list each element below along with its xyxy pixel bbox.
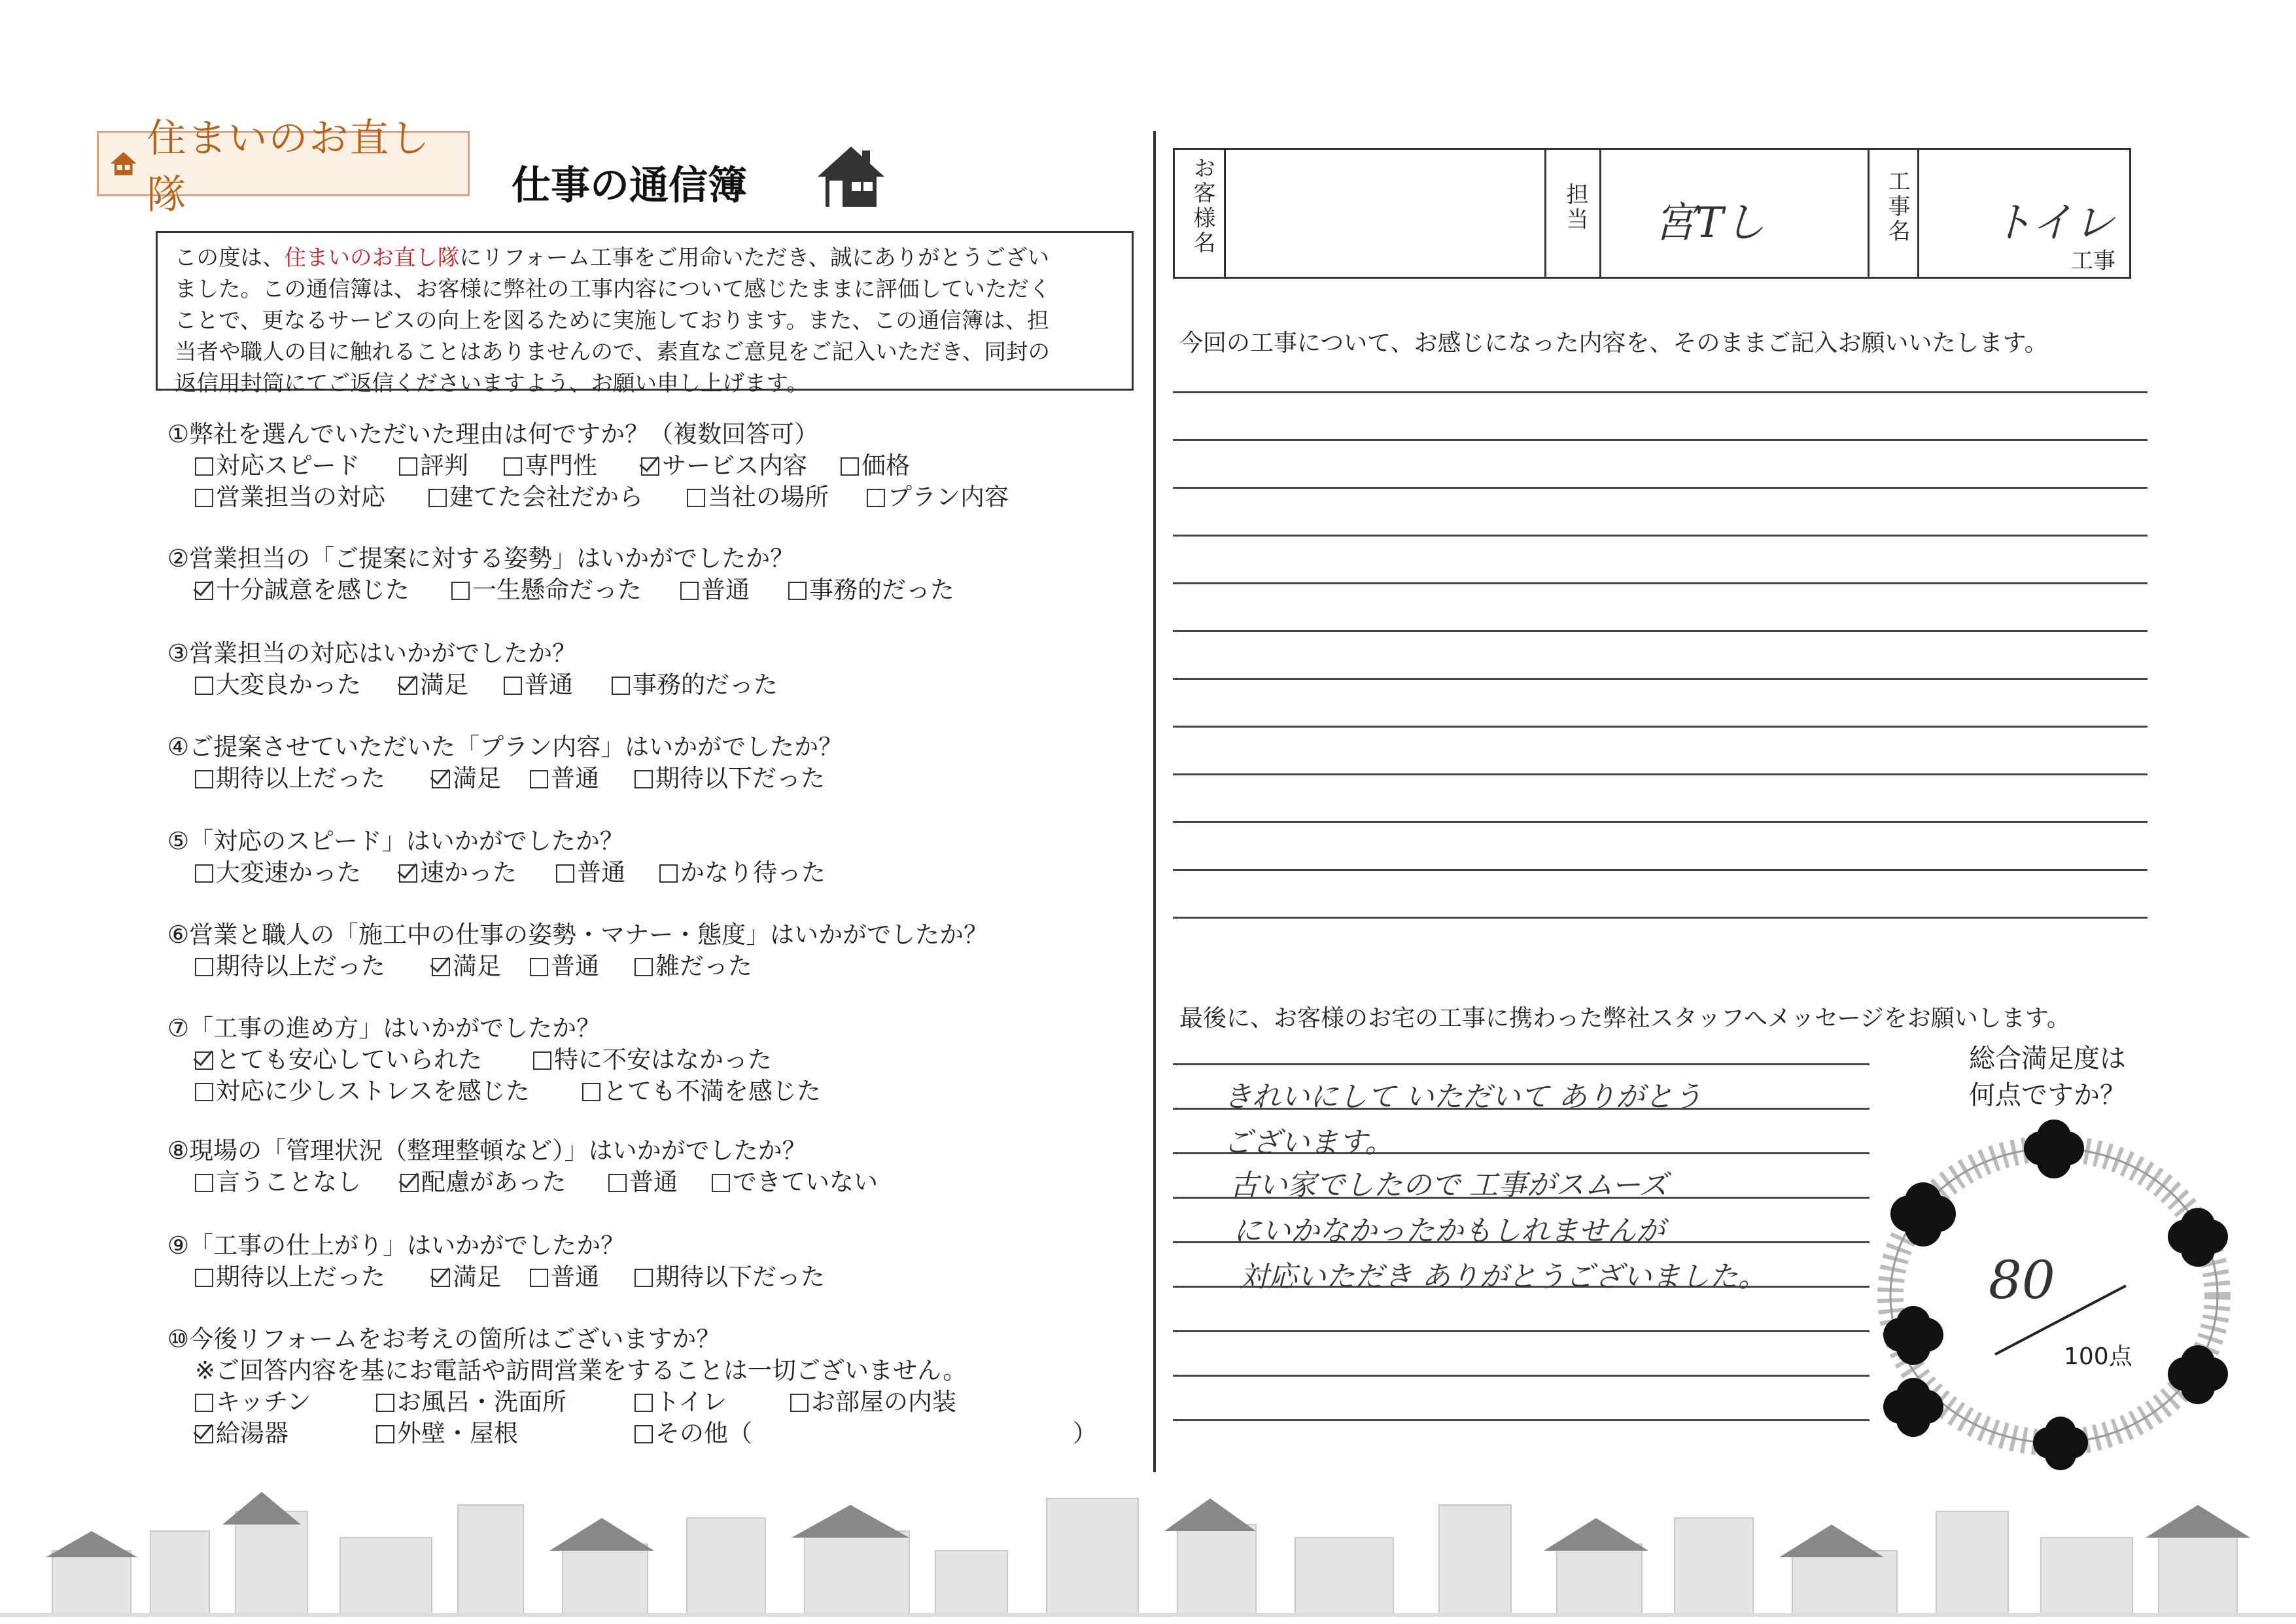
- intro-line: ことで、更なるサービスの向上を図るために実施しております。また、この通信簿は、担: [175, 308, 1049, 333]
- ruled-line: [1173, 487, 2148, 489]
- checkbox[interactable]: [635, 1394, 653, 1412]
- ruled-line: [1173, 1419, 1870, 1421]
- answer-option[interactable]: [841, 450, 910, 482]
- answer-option-label: 営業担当の対応: [216, 483, 385, 511]
- work-name-value: トイレ: [1991, 199, 2115, 247]
- handwritten-message-line: 古い家でしたので 工事がスムーズ: [1230, 1169, 1668, 1202]
- handwritten-message-line: 対応いただき ありがとうございました。: [1240, 1260, 1767, 1294]
- answer-option[interactable]: [608, 1167, 678, 1198]
- answer-option[interactable]: [504, 669, 573, 701]
- answer-option[interactable]: [195, 450, 360, 482]
- checkbox[interactable]: [195, 1174, 213, 1192]
- checkbox[interactable]: [635, 958, 653, 976]
- checkbox[interactable]: [504, 677, 522, 695]
- answer-option-label: 配慮があった: [421, 1168, 566, 1196]
- answer-option-label: 期待以下だった: [655, 1263, 825, 1291]
- answer-option-label: サービス内容: [662, 451, 807, 480]
- checkbox[interactable]: [680, 582, 699, 600]
- answer-option[interactable]: [195, 669, 361, 701]
- answer-option-label: かなり待った: [680, 858, 826, 887]
- checkbox[interactable]: [195, 958, 213, 976]
- answer-option[interactable]: [530, 763, 599, 794]
- checkbox[interactable]: [712, 1174, 730, 1192]
- staff-label: 担当: [1562, 183, 1588, 232]
- answer-option[interactable]: [530, 1262, 599, 1293]
- answer-option-label: 当社の場所: [708, 483, 829, 511]
- ruled-line: [1173, 1375, 1870, 1377]
- checkbox[interactable]: [504, 457, 522, 476]
- answer-option-label: 専門性: [525, 451, 597, 480]
- answer-option-label: 対応に少しストレスを感じた: [216, 1077, 530, 1105]
- answer-option[interactable]: [195, 951, 385, 982]
- satisfaction-label: [1953, 1040, 2142, 1114]
- answer-option-label: 雑だった: [655, 952, 752, 980]
- ruled-line: [1173, 582, 2148, 584]
- checkbox[interactable]: [867, 489, 885, 507]
- answer-option[interactable]: [556, 857, 625, 889]
- intro-line: 当者や職人の目に触れることはありませんので、素直なご意見をご記入いただき、同封の: [175, 339, 1050, 364]
- checkbox[interactable]: [195, 1269, 213, 1287]
- question-note: ※ご回答内容を基にお電話や訪問営業をすることは一切ございません。: [195, 1356, 967, 1385]
- answer-option[interactable]: [195, 574, 409, 606]
- staff-label-cell: [1546, 150, 1601, 277]
- customer-label-cell: [1175, 150, 1226, 277]
- answer-option-label: 速かった: [420, 858, 517, 887]
- question-text: ⑤「対応のスピード」はいかがでしたか？: [167, 827, 624, 855]
- checkbox[interactable]: [451, 582, 470, 600]
- work-suffix: 工事: [2071, 248, 2115, 274]
- checkbox-checked[interactable]: [195, 582, 213, 600]
- checkbox-checked[interactable]: [195, 1425, 213, 1443]
- answer-option[interactable]: [612, 669, 778, 701]
- checkbox[interactable]: [530, 958, 548, 976]
- answer-option[interactable]: [399, 857, 517, 889]
- answer-option-label: とても不満を感じた: [603, 1077, 821, 1105]
- answer-option-label: 期待以上だった: [216, 764, 385, 792]
- townscape-illustration: [0, 1479, 2296, 1624]
- intro-line: ました。この通信簿は、お客様に弊社の工事内容について感じたままに評価していただく: [175, 276, 1051, 302]
- ruled-line: [1173, 535, 2148, 537]
- checkbox[interactable]: [788, 582, 807, 600]
- answer-option-label: 一生懸命だった: [472, 576, 642, 604]
- checkbox[interactable]: [530, 770, 548, 788]
- answer-option[interactable]: [530, 951, 599, 982]
- answer-option-label: トイレ: [655, 1388, 727, 1416]
- work-name-field[interactable]: [1919, 150, 2129, 277]
- answer-option-label: とても安心していられた: [216, 1046, 482, 1074]
- answer-option[interactable]: [788, 574, 954, 606]
- staff-name-field[interactable]: [1601, 150, 1870, 277]
- answer-option-label: 言うことなし: [216, 1168, 361, 1196]
- checkbox[interactable]: [841, 457, 859, 476]
- checkbox[interactable]: [195, 864, 213, 883]
- answer-option-label: 建てた会社だから: [449, 483, 643, 511]
- checkbox-checked[interactable]: [641, 457, 659, 476]
- ruled-line: [1173, 917, 2148, 919]
- satisfaction-score[interactable]: 80: [1989, 1250, 2055, 1311]
- intro-line: 返信用封筒にてご返信くださいますよう、お願い申し上げます。: [175, 370, 809, 396]
- answer-option-label: 普通: [525, 671, 573, 699]
- answer-option-label: 満足: [453, 952, 501, 980]
- checkbox[interactable]: [530, 1269, 548, 1287]
- answer-option-label: お部屋の内装: [811, 1388, 956, 1416]
- question-text: ③営業担当の対応はいかがでしたか？: [167, 639, 577, 667]
- answer-option-label: 普通: [551, 1263, 599, 1291]
- checkbox[interactable]: [399, 457, 417, 476]
- handwritten-message-line: ございます。: [1223, 1126, 1394, 1159]
- checkbox[interactable]: [687, 489, 705, 507]
- answer-option-label: 対応スピード: [216, 451, 360, 480]
- answer-option-label: 大変速かった: [216, 858, 361, 887]
- checkbox-checked[interactable]: [432, 958, 450, 976]
- answer-option[interactable]: [195, 1044, 482, 1076]
- satisfaction-label-line: 何点ですか？: [1969, 1080, 2126, 1110]
- info-header-table: [1173, 148, 2131, 279]
- checkbox-checked[interactable]: [400, 1174, 419, 1192]
- answer-option-label: キッチン: [216, 1388, 311, 1416]
- answer-option[interactable]: [867, 482, 1009, 513]
- answer-option[interactable]: [432, 951, 501, 982]
- checkbox[interactable]: [635, 770, 653, 788]
- staff-name-value: 宮Tし: [1654, 199, 1765, 247]
- question-text: ④ご提案させていただいた「プラン内容」はいかがでしたか？: [167, 733, 843, 761]
- checkbox[interactable]: [195, 1083, 213, 1101]
- ruled-line: [1173, 821, 2148, 823]
- ruled-line: [1173, 1063, 1870, 1065]
- answer-option-label: 給湯器: [216, 1419, 288, 1447]
- ruled-line: [1173, 1330, 1870, 1332]
- answer-option[interactable]: [635, 1418, 752, 1449]
- ruled-line: [1173, 726, 2148, 728]
- answer-option-label: 普通: [629, 1168, 678, 1196]
- answer-option[interactable]: [195, 1418, 288, 1449]
- checkbox[interactable]: [376, 1425, 394, 1443]
- checkbox[interactable]: [195, 489, 213, 507]
- answer-option[interactable]: [400, 1167, 566, 1198]
- checkbox[interactable]: [659, 864, 678, 883]
- answer-option[interactable]: [376, 1418, 518, 1449]
- ruled-line: [1173, 391, 2148, 393]
- answer-option[interactable]: [432, 763, 501, 794]
- answer-option[interactable]: [712, 1167, 878, 1198]
- answer-option[interactable]: [195, 857, 361, 889]
- checkbox[interactable]: [790, 1394, 809, 1412]
- answer-option[interactable]: [399, 669, 468, 701]
- customer-label: お客様名: [1189, 156, 1215, 256]
- handwritten-message-line: きれいにして いただいて ありがとう: [1223, 1080, 1702, 1114]
- answer-option[interactable]: [195, 763, 385, 794]
- checkbox[interactable]: [556, 864, 574, 883]
- checkbox[interactable]: [195, 770, 213, 788]
- answer-option-label: できていない: [733, 1168, 878, 1196]
- answer-option-label: 価格: [861, 451, 910, 480]
- answer-option-label: 評判: [420, 451, 468, 480]
- answer-option-label: 普通: [551, 764, 599, 792]
- checkbox[interactable]: [195, 1394, 213, 1412]
- answer-option[interactable]: [195, 1386, 311, 1418]
- answer-option-label: 大変良かった: [216, 671, 361, 699]
- answer-option[interactable]: [582, 1076, 821, 1107]
- answer-option[interactable]: [635, 951, 752, 982]
- checkbox[interactable]: [428, 489, 447, 507]
- answer-option-label: 普通: [577, 858, 625, 887]
- answer-option-label: 期待以上だった: [216, 1263, 385, 1291]
- question-text: ⑧現場の「管理状況（整理整頓など）」はいかがでしたか？: [167, 1137, 807, 1165]
- answer-option[interactable]: [641, 450, 807, 482]
- answer-option[interactable]: [635, 1386, 727, 1418]
- answer-option[interactable]: [504, 450, 597, 482]
- answer-option-label: 外壁・屋根: [397, 1419, 518, 1447]
- question-text: ⑨「工事の仕上がり」はいかがでしたか？: [167, 1231, 625, 1260]
- satisfaction-label-line: 総合満足度は: [1969, 1044, 2126, 1074]
- question-text: ②営業担当の「ご提案に対する姿勢」はいかがでしたか？: [167, 544, 795, 573]
- brand-mention: 住まいのお直し隊: [284, 245, 460, 270]
- answer-option[interactable]: [659, 857, 826, 889]
- answer-option-label: 満足: [453, 764, 501, 792]
- checkbox[interactable]: [608, 1174, 627, 1192]
- ruled-line: [1173, 439, 2148, 441]
- work-label-cell: [1870, 150, 1919, 277]
- page-title: 仕事の通信簿: [512, 163, 747, 209]
- answer-option-label: 普通: [551, 952, 599, 980]
- checkbox-checked[interactable]: [432, 770, 450, 788]
- answer-option-label: 普通: [701, 576, 750, 604]
- ruled-line: [1173, 630, 2148, 632]
- answer-option-label: お風呂・洗面所: [397, 1388, 566, 1416]
- column-divider: [1153, 131, 1156, 1472]
- checkbox-checked[interactable]: [399, 864, 417, 883]
- work-label: 工事名: [1884, 169, 1910, 244]
- answer-option-label: 期待以下だった: [655, 764, 825, 792]
- answer-option[interactable]: [635, 1262, 825, 1293]
- brand-name: 住まいのお直し隊: [147, 116, 431, 218]
- answer-option[interactable]: [399, 450, 468, 482]
- house-icon: [815, 141, 887, 213]
- satisfaction-max: 100点: [2064, 1343, 2132, 1370]
- intro-line: この度は、住まいのお直し隊にリフォーム工事をご用命いただき、誠にありがとうござい: [175, 245, 1049, 270]
- answer-option-label: 事務的だった: [633, 671, 778, 699]
- answer-option-label: 事務的だった: [809, 576, 954, 604]
- checkbox[interactable]: [612, 677, 630, 695]
- handwritten-message-line: にいかなかったかもしれませんが: [1233, 1214, 1665, 1248]
- answer-option[interactable]: [195, 1167, 361, 1198]
- checkbox-checked[interactable]: [195, 1051, 213, 1070]
- answer-option-label: 特に不安はなかった: [554, 1046, 772, 1074]
- answer-option-label: 十分誠意を感じた: [216, 576, 409, 604]
- checkbox[interactable]: [635, 1269, 653, 1287]
- answer-option[interactable]: [376, 1386, 566, 1418]
- answer-option[interactable]: [195, 1076, 530, 1107]
- answer-option[interactable]: [195, 482, 385, 513]
- question-text: ⑩今後リフォームをお考えの箇所はございますか？: [167, 1325, 721, 1353]
- answer-option-label: プラン内容: [888, 483, 1009, 511]
- checkbox-checked[interactable]: [399, 677, 417, 695]
- answer-option-label: 満足: [420, 671, 468, 699]
- answer-option[interactable]: [432, 1262, 501, 1293]
- checkbox-checked[interactable]: [432, 1269, 450, 1287]
- checkbox[interactable]: [635, 1425, 653, 1443]
- question-text: ⑥営業と職人の「施工中の仕事の姿勢・マナー・態度」はいかがでしたか？: [167, 921, 988, 949]
- answer-option[interactable]: [687, 482, 829, 513]
- house-icon: [109, 149, 138, 178]
- answer-option-label: 満足: [453, 1263, 501, 1291]
- checkbox[interactable]: [533, 1051, 551, 1070]
- intro-text: [156, 231, 1134, 396]
- answer-option[interactable]: [533, 1044, 772, 1076]
- checkbox[interactable]: [195, 677, 213, 695]
- answer-option[interactable]: [790, 1386, 956, 1418]
- ruled-line: [1173, 773, 2148, 775]
- checkbox[interactable]: [195, 457, 213, 476]
- question-text: ⑦「工事の進め方」はいかがでしたか？: [167, 1014, 601, 1042]
- answer-option-label: その他（: [655, 1419, 752, 1447]
- ruled-line: [1173, 678, 2148, 680]
- other-close-paren: ）: [1073, 1419, 1097, 1447]
- checkbox[interactable]: [582, 1083, 600, 1101]
- comments-prompt: 今回の工事について、お感じになった内容を、そのままご記入お願いいたします。: [1179, 330, 2048, 357]
- brand-logo: [97, 116, 470, 218]
- message-prompt: 最後に、お客様のお宅の工事に携わった弊社スタッフへメッセージをお願いします。: [1179, 1005, 2070, 1032]
- answer-option[interactable]: [635, 763, 825, 794]
- question-text: ①弊社を選んでいただいた理由は何ですか？（複数回答可）: [167, 420, 819, 448]
- answer-option[interactable]: [195, 1262, 385, 1293]
- answer-option[interactable]: [680, 574, 750, 606]
- customer-name-field[interactable]: [1226, 150, 1546, 277]
- answer-option[interactable]: [428, 482, 643, 513]
- checkbox[interactable]: [376, 1394, 394, 1412]
- ruled-line: [1173, 869, 2148, 871]
- answer-option-label: 期待以上だった: [216, 952, 385, 980]
- answer-option[interactable]: [451, 574, 642, 606]
